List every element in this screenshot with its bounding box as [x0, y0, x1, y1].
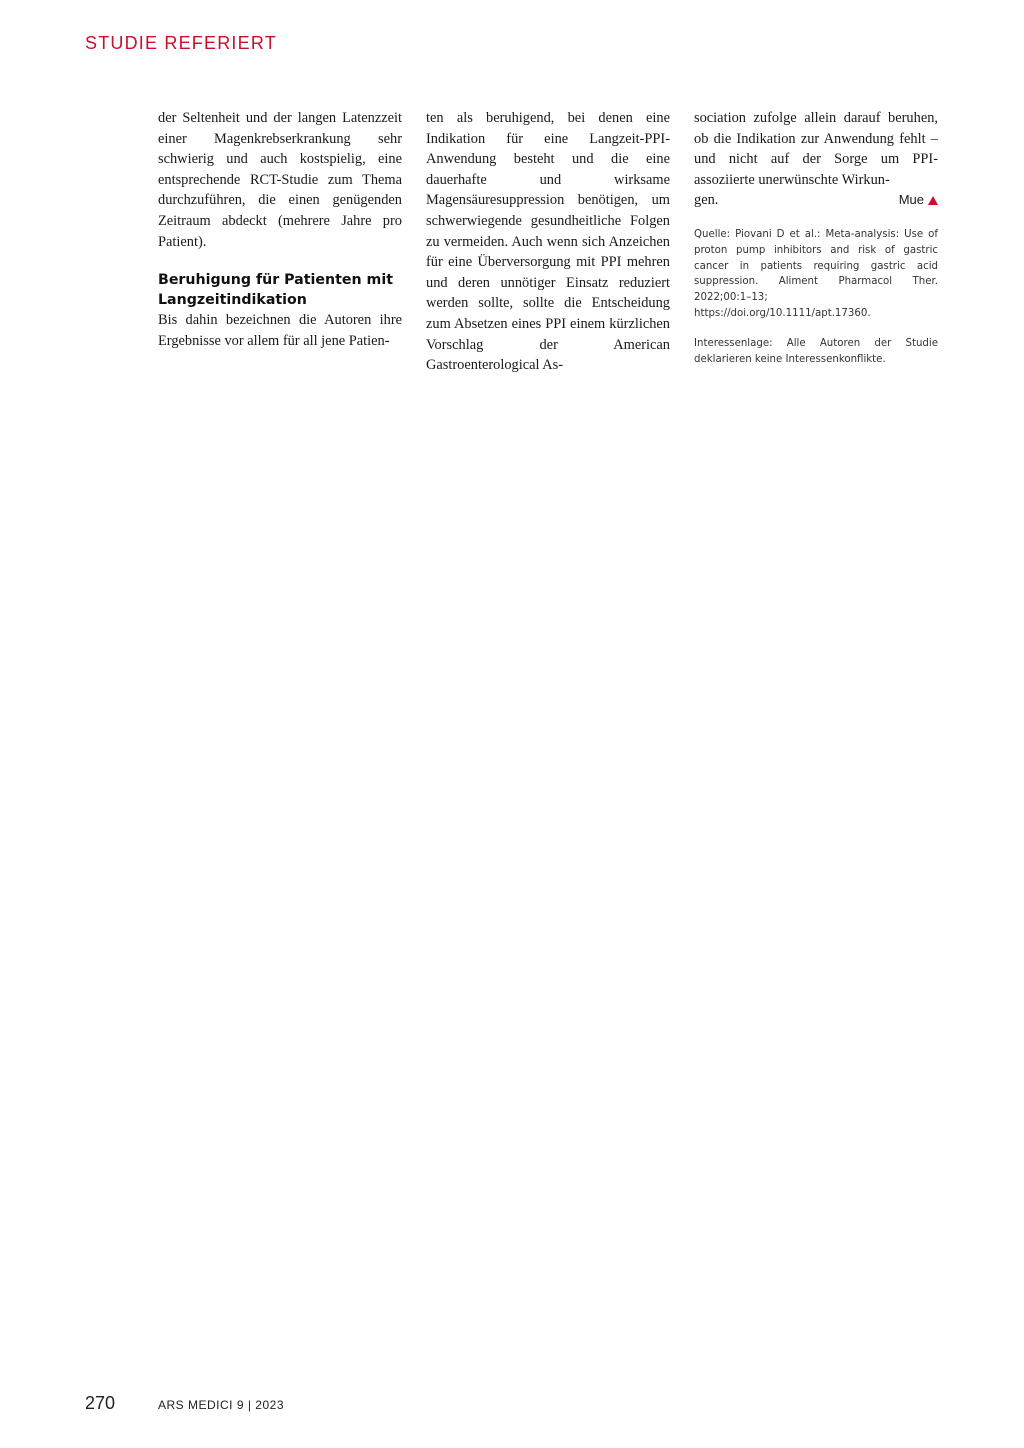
source-citation: Quelle: Piovani D et al.: Meta-analysis: Use of proton pump inhibitors and risk of gastric cancer in patients requiring gastric acid suppression. Aliment Pharmacol Ther. 2022;00:1–13; https://doi.org/10.1111/apt.17360. [694, 228, 938, 319]
journal-name: ARS MEDICI 9 | 2023 [158, 1398, 284, 1412]
conflict-of-interest-note: Interessenlage: Alle Autoren der Studie deklarieren keine Interessenkonflikte. [694, 337, 938, 365]
triangle-icon [928, 196, 938, 205]
closing-line [694, 190, 938, 211]
author-initials: Mue [898, 192, 924, 208]
column-1 [158, 108, 402, 351]
author-tag [899, 190, 938, 211]
body-paragraph: Bis dahin bezeichnen die Autoren ihre Ergebnisse vor allem für all jene Patien- [158, 312, 402, 349]
column-2 [426, 108, 670, 376]
page-number: 270 [85, 1393, 116, 1413]
subheading: Beruhigung für Patienten mit Langzeitindikation [158, 272, 393, 309]
body-paragraph: sociation zufolge allein darauf beruhen, ob die Indikation zur Anwendung fehlt – und nicht auf der Sorge um PPI-assoziierte unerwünschte Wirkun- [694, 110, 938, 188]
body-paragraph: ten als beruhigend, bei denen eine Indikation für eine Langzeit-PPI-Anwendung besteht und die eine dauerhafte und wirksame Magensäuresuppression benötigen, um schwerwiegende gesundheitliche Folgen zu vermeiden. Auch wenn sich Anzeichen für eine Überversorgung mit PPI mehren und deren unnötiger Einsatz reduziert werden sollte, sollte die Entscheidung zum Absetzen eines PPI einem kürzlichen Vorschlag der American Gastroenterological As- [426, 110, 670, 374]
section-label: STUDIE REFERIERT [85, 33, 277, 53]
closing-word: gen. [694, 192, 719, 209]
column-3 [694, 108, 938, 367]
body-paragraph: der Seltenheit und der langen Latenzzeit einer Magenkrebserkrankung sehr schwierig und auch kostspielig, eine entsprechende RCT-Studie zum Thema durchzuführen, die einen genügenden Zeitraum abdeckt (mehrere Jahre pro Patient). [158, 110, 402, 250]
